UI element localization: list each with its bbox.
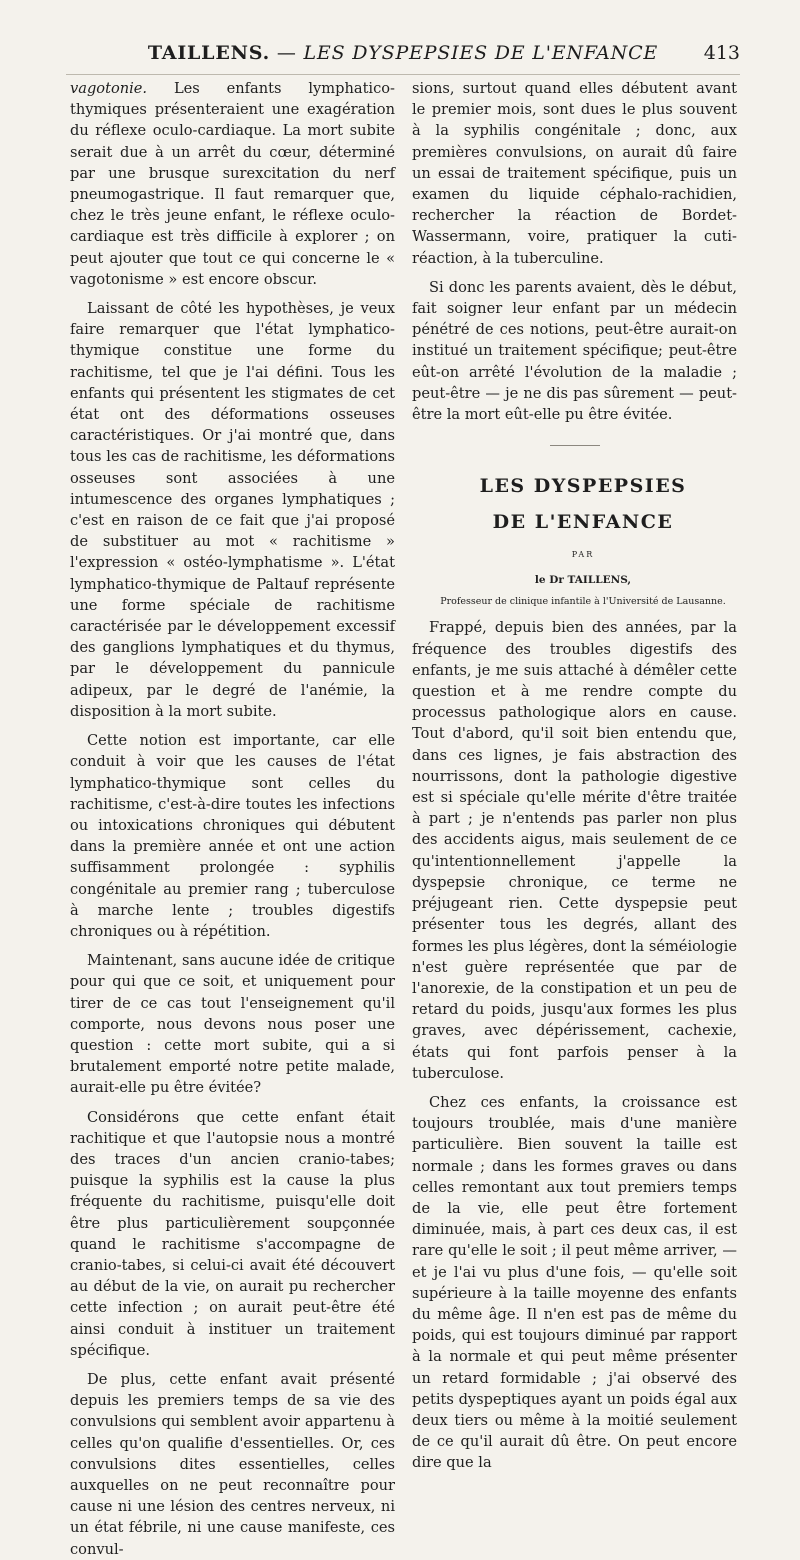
paragraph: Laissant de côté les hypothèses, je veux faire remarquer que l'état lymphatico-thymique constitue une forme du rachitisme, tel que je l'ai défini. Tous les enfants qui présentent les stigmates de cet état ont des déformations osseuses caractéristiques. Or j'ai montré que, dans tous les cas de rachitisme, les déformations osseuses sont associées à une intumescence des organes lymphatiques ; c'est en raison de ce fait que j'ai proposé de substituer au mot « rachitisme » l'expression « ostéo-lymphatisme ». L'état lymphatico-thymique de Paltauf représente une forme spéciale de rachitisme caractérisée par le développement excessif des ganglions lymphatiques et du thymus, par le développement du pannicule adipeux, par le degré de l'anémie, la disposition à la mort subite. [70,300,395,720]
running-head-author: TAILLENS. [147,42,271,64]
byline-author: le Dr TAILLENS, [534,574,632,587]
left-column [70,78,395,1560]
running-head-separator: — [270,42,304,64]
paragraph: Maintenant, sans aucune idée de critique pour qui que ce soit, et uniquement pour tirer de ce cas tout l'enseignement qu'il comporte, nous devons nous poser une question : cette mort subite, qui a si brutalement emporté notre petite malade, aurait-elle pu être évitée? [70,952,395,1097]
paragraph: Frappé, depuis bien des années, par la fréquence des troubles digestifs des enfants, je me suis attaché à démêler cette question et à me rendre compte du processus pathologique alors en cause. Tout d'abord, qu'il soit bien entendu que, dans ces lignes, je fais abstraction des nourrissons, dont la pathologie digestive est si spéciale qu'elle mérite d'être traitée à part ; je n'entends pas parler non plus des accidents aigus, mais seulement de ce qu'intentionnellement j'appelle la dyspepsie chronique, ce terme ne préjugeant rien. Cette dyspepsie peut présenter tous les degrés, allant des formes les plus légères, dont la séméiologie n'est guère représentée que par de l'anorexie, de la constipation et un peu de retard du poids, jusqu'aux formes les plus graves, avec dépérissement, cachexie, états qui font parfois penser à la tuberculose. [412,619,737,1082]
paragraph-lead-term: vagotonie. [70,80,148,97]
paragraph: Considérons que cette enfant était rachitique et que l'autopsie nous a montré des traces d'un ancien cranio-tabes; puisque la syphilis est la cause la plus fréquente du rachitisme, puisqu'elle doit être plus particulièrement soupçonnée quand le rachitisme s'accompagne de cranio-tabes, si celui-ci avait été découvert au début de la vie, on aurait pu rechercher cette infection ; on aurait peut-être été ainsi conduit à instituer un traitement spécifique. [70,1108,395,1359]
running-head-title: LES DYSPEPSIES DE L'ENFANCE [303,42,659,64]
article-title-line-1: LES DYSPEPSIES [479,475,687,498]
section-divider [550,445,600,446]
byline-affiliation: Professeur de clinique infantile à l'Université de Lausanne. [440,596,726,608]
page-number: 413 [703,42,740,64]
paragraph-text: Les enfants lymphatico-thymiques présenteraient une exagération du réflexe oculo-cardiaque. La mort subite serait due à un arrêt du cœur, déterminé par une brusque surexcitation du nerf pneumogastrique. Il faut remarquer que, chez le très jeune enfant, le réflexe oculo-cardiaque est très difficile à explorer ; on peut ajouter que tout ce qui concerne le « vagotonisme » est encore obscur. [70,80,395,288]
running-head [66,42,740,64]
paragraph: Chez ces enfants, la croissance est toujours troublée, mais d'une manière particulière. Bien souvent la taille est normale ; dans les formes graves ou dans celles remontant aux tout premiers temps de la vie, elle peut être fortement diminuée, mais, à part ces deux cas, il est rare qu'elle le soit ; il peut même arriver, — et je l'ai vu plus d'une fois, — qu'elle soit supérieure à la taille moyenne des enfants du même âge. Il n'en est pas de même du poids, qui est toujours diminué par rapport à la normale et qui peut même présenter un retard formidable ; j'ai observé des petits dyspeptiques ayant un poids égal aux deux tiers ou même à la moitié seulement de ce qu'il aurait dû être. On peut encore dire que la [412,1093,737,1472]
paragraph: Si donc les parents avaient, dès le début, fait soigner leur enfant par un médecin pénétré de ces notions, peut-être aurait-on institué un traitement spécifique; peut-être eût-on arrêté l'évolution de la maladie ; peut-être — je ne dis pas sûrement — peut-être la mort eût-elle pu être évitée. [412,278,737,424]
right-column [412,78,737,1474]
paragraph: Cette notion est importante, car elle conduit à voir que les causes de l'état lymphatico-thymique sont celles du rachitisme, c'est-à-dire toutes les infections ou intoxications chroniques qui débutent dans la première année et ont une action suffisamment prolongée : syphilis congénitale au premier rang ; tuberculose à marche lente ; troubles digestifs chroniques ou à répétition. [70,732,395,940]
paragraph: sions, surtout quand elles débutent avant le premier mois, sont dues le plus souvent à la syphilis congénitale ; donc, aux premières convulsions, on aurait dû faire un essai de traitement spécifique, puis un examen du liquide céphalo-rachidien, rechercher la réaction de Bordet-Wassermann, voire, pratiquer la cuti-réaction, à la tuberculine. [412,80,737,267]
paragraph: De plus, cette enfant avait présenté depuis les premiers temps de sa vie des convulsions qui semblent avoir appartenu à celles qu'on qualifie d'essentielles. Or, ces convulsions dites essentielles, celles auxquelles on ne peut reconnaître pour cause ni une lésion des centres nerveux, ni un état fébrile, ni une cause manifeste, ces convul- [70,1370,395,1558]
article-title-line-2: DE L'ENFANCE [492,511,674,534]
byline-par: PAR [571,550,595,560]
running-header [66,40,740,75]
paragraph [70,78,395,290]
